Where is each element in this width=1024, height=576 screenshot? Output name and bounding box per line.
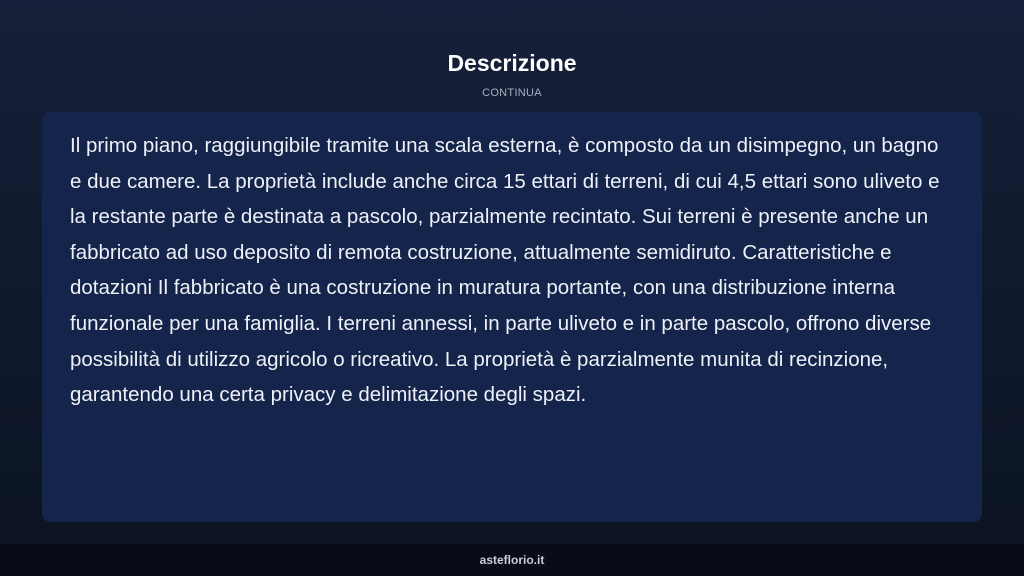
page-title: Descrizione — [447, 50, 577, 76]
description-text: Il primo piano, raggiungibile tramite una scala esterna, è composto da un disimpegno, un bagno e due camere. La proprietà include anche circa 15 ettari di terreni, di cui 4,5 ettari sono uliveto e la restante parte è destinata a pascolo, parzialmente recintato. Sui terreni è presente anche un fabbricato ad uso deposito di remota costruzione, attualmente semidiruto. Caratteristiche e dotazioni Il fabbricato è una costruzione in muratura portante, con una distribuzione interna funzionale per una famiglia. I terreni annessi, in parte uliveto e in parte pascolo, offrono diverse possibilità di utilizzo agricolo o ricreativo. La proprietà è parzialmente munita di recinzione, garantendo una certa privacy e delimitazione degli spazi. — [70, 134, 940, 407]
page-subtitle: CONTINUA — [482, 87, 542, 99]
footer-bar — [0, 544, 1024, 576]
description-card — [42, 112, 982, 522]
page-header — [0, 48, 1024, 100]
footer-brand: asteflorio.it — [479, 553, 545, 567]
